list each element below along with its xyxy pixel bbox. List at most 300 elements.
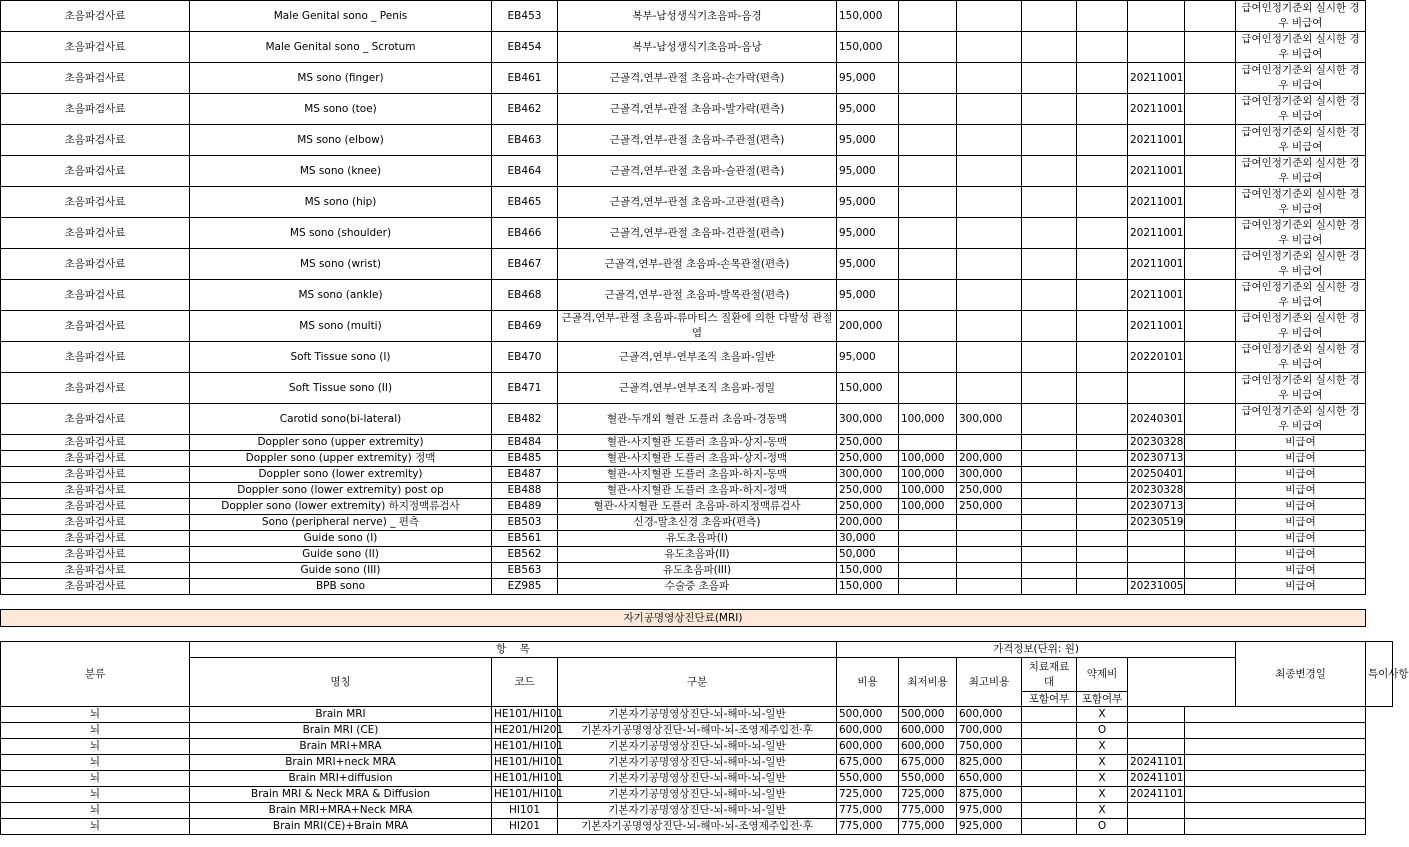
name-cell: Brain MRI+neck MRA xyxy=(190,755,492,771)
price-cell: 200,000 xyxy=(837,515,899,531)
name-cell: MS sono (toe) xyxy=(190,94,492,125)
price-cell: 150,000 xyxy=(837,563,899,579)
max-price-cell xyxy=(957,373,1022,404)
min-price-cell xyxy=(899,342,957,373)
desc-cell: 근골격,연부-관절 초음파-손가락(편측) xyxy=(558,63,837,94)
desc-cell: 근골격,연부-관절 초음파-발목관절(편측) xyxy=(558,280,837,311)
ultrasound-short-rows xyxy=(1,404,1393,595)
category-cell: 초음파검사료 xyxy=(1,125,190,156)
header-drug: 약제비 xyxy=(1077,658,1128,692)
desc-cell: 근골격,연부-관절 초음파-손목관절(편측) xyxy=(558,249,837,280)
drug-cell xyxy=(1077,63,1128,94)
table-row xyxy=(1,218,1393,249)
table-row xyxy=(1,483,1393,499)
drug-cell xyxy=(1077,467,1128,483)
material-cell xyxy=(1022,156,1077,187)
blank-cell xyxy=(1185,1,1236,32)
category-cell: 초음파검사료 xyxy=(1,63,190,94)
table-row xyxy=(1,1,1393,32)
code-cell: EB471 xyxy=(492,373,558,404)
price-cell: 95,000 xyxy=(837,280,899,311)
category-cell: 초음파검사료 xyxy=(1,579,190,595)
header-date: 최종변경일 xyxy=(1236,642,1366,707)
blank-cell xyxy=(1185,311,1236,342)
date-cell xyxy=(1128,739,1185,755)
code-cell: EB463 xyxy=(492,125,558,156)
name-cell: Sono (peripheral nerve) _ 편측 xyxy=(190,515,492,531)
category-cell: 초음파검사료 xyxy=(1,483,190,499)
max-price-cell xyxy=(957,342,1022,373)
table-row xyxy=(1,94,1393,125)
name-cell: Doppler sono (upper extremity) 정맥 xyxy=(190,451,492,467)
drug-cell: X xyxy=(1077,755,1128,771)
note-cell xyxy=(1185,819,1366,835)
category-cell: 초음파검사료 xyxy=(1,280,190,311)
drug-cell: X xyxy=(1077,803,1128,819)
price-cell: 250,000 xyxy=(837,451,899,467)
code-cell: EB470 xyxy=(492,342,558,373)
drug-cell xyxy=(1077,547,1128,563)
section-title: 자기공명영상진단료(MRI) xyxy=(1,610,1366,627)
price-cell: 675,000 xyxy=(837,755,899,771)
material-cell xyxy=(1022,187,1077,218)
date-cell xyxy=(1128,723,1185,739)
code-cell: HE101/HI101 xyxy=(492,755,558,771)
max-price-cell xyxy=(957,1,1022,32)
name-cell: Brain MRI+diffusion xyxy=(190,771,492,787)
date-cell: 20231005 xyxy=(1128,579,1185,595)
note-cell: 급여인정기준외 실시한 경우 비급여 xyxy=(1236,63,1366,94)
table-row xyxy=(1,467,1393,483)
note-cell xyxy=(1185,723,1366,739)
date-cell: 20230519 xyxy=(1128,515,1185,531)
drug-cell xyxy=(1077,483,1128,499)
date-cell: 20250401 xyxy=(1128,467,1185,483)
header-item-group: 항 목 xyxy=(190,642,837,658)
name-cell: MS sono (ankle) xyxy=(190,280,492,311)
code-cell: EB467 xyxy=(492,249,558,280)
desc-cell: 유도초음파(I) xyxy=(558,531,837,547)
table-row xyxy=(1,404,1393,435)
min-price-cell xyxy=(899,547,957,563)
category-cell: 초음파검사료 xyxy=(1,499,190,515)
max-price-cell xyxy=(957,156,1022,187)
min-price-cell: 550,000 xyxy=(899,771,957,787)
desc-cell: 근골격,연부-관절 초음파-고관절(편측) xyxy=(558,187,837,218)
date-cell: 20220101 xyxy=(1128,342,1185,373)
code-cell: EB485 xyxy=(492,451,558,467)
price-cell: 600,000 xyxy=(837,723,899,739)
blank-cell xyxy=(1185,249,1236,280)
blank-cell xyxy=(1185,531,1236,547)
code-cell: HI101 xyxy=(492,803,558,819)
date-cell: 20211001 xyxy=(1128,311,1185,342)
category-cell: 초음파검사료 xyxy=(1,373,190,404)
material-cell xyxy=(1022,563,1077,579)
note-cell: 급여인정기준외 실시한 경우 비급여 xyxy=(1236,404,1366,435)
note-cell: 비급여 xyxy=(1236,563,1366,579)
name-cell: MS sono (finger) xyxy=(190,63,492,94)
table-row xyxy=(1,563,1393,579)
date-cell xyxy=(1128,707,1185,723)
price-cell: 300,000 xyxy=(837,467,899,483)
max-price-cell xyxy=(957,94,1022,125)
name-cell: Doppler sono (upper extremity) xyxy=(190,435,492,451)
min-price-cell: 600,000 xyxy=(899,739,957,755)
min-price-cell xyxy=(899,280,957,311)
name-cell: MS sono (multi) xyxy=(190,311,492,342)
material-cell xyxy=(1022,32,1077,63)
material-cell xyxy=(1022,755,1077,771)
date-cell xyxy=(1128,32,1185,63)
drug-cell: X xyxy=(1077,771,1128,787)
date-cell: 20230328 xyxy=(1128,435,1185,451)
min-price-cell: 725,000 xyxy=(899,787,957,803)
max-price-cell: 875,000 xyxy=(957,787,1022,803)
blank-cell xyxy=(1185,218,1236,249)
header-name: 명칭 xyxy=(190,658,492,707)
material-cell xyxy=(1022,515,1077,531)
note-cell xyxy=(1185,755,1366,771)
desc-cell: 유도초음파(II) xyxy=(558,547,837,563)
min-price-cell xyxy=(899,435,957,451)
name-cell: Brain MRI & Neck MRA & Diffusion xyxy=(190,787,492,803)
note-cell: 급여인정기준외 실시한 경우 비급여 xyxy=(1236,373,1366,404)
desc-cell: 기본자기공명영상진단-뇌-해마-뇌-일반 xyxy=(558,739,837,755)
material-cell xyxy=(1022,819,1077,835)
material-cell xyxy=(1022,218,1077,249)
max-price-cell: 300,000 xyxy=(957,404,1022,435)
code-cell: HE201/HI201 xyxy=(492,723,558,739)
price-cell: 150,000 xyxy=(837,373,899,404)
desc-cell: 근골격,연부-관절 초음파-주관절(편측) xyxy=(558,125,837,156)
min-price-cell: 100,000 xyxy=(899,451,957,467)
desc-cell: 기본자기공명영상진단-뇌-해마-뇌-일반 xyxy=(558,787,837,803)
max-price-cell xyxy=(957,125,1022,156)
max-price-cell: 300,000 xyxy=(957,467,1022,483)
code-cell: EB561 xyxy=(492,531,558,547)
price-cell: 250,000 xyxy=(837,499,899,515)
table-row xyxy=(1,819,1393,835)
max-price-cell xyxy=(957,531,1022,547)
table-row xyxy=(1,803,1393,819)
note-cell: 비급여 xyxy=(1236,499,1366,515)
code-cell: EB562 xyxy=(492,547,558,563)
category-cell: 초음파검사료 xyxy=(1,531,190,547)
material-cell xyxy=(1022,311,1077,342)
drug-cell: O xyxy=(1077,723,1128,739)
desc-cell: 혈관-사지혈관 도플러 초음파-상지-정맥 xyxy=(558,451,837,467)
desc-cell: 복부-남성생식기초음파-음낭 xyxy=(558,32,837,63)
price-cell: 600,000 xyxy=(837,739,899,755)
date-cell xyxy=(1128,531,1185,547)
name-cell: Brain MRI(CE)+Brain MRA xyxy=(190,819,492,835)
category-cell: 뇌 xyxy=(1,723,190,739)
name-cell: Brain MRI xyxy=(190,707,492,723)
price-cell: 150,000 xyxy=(837,579,899,595)
drug-cell xyxy=(1077,1,1128,32)
name-cell: Doppler sono (lower extremity) post op xyxy=(190,483,492,499)
table-row xyxy=(1,280,1393,311)
category-cell: 초음파검사료 xyxy=(1,547,190,563)
table-row xyxy=(1,249,1393,280)
max-price-cell xyxy=(957,63,1022,94)
blank-cell xyxy=(1185,187,1236,218)
max-price-cell xyxy=(957,311,1022,342)
drug-cell xyxy=(1077,531,1128,547)
max-price-cell: 600,000 xyxy=(957,707,1022,723)
drug-cell xyxy=(1077,156,1128,187)
max-price-cell xyxy=(957,32,1022,63)
header-material: 치료재료대 xyxy=(1022,658,1077,692)
date-cell: 20241101 xyxy=(1128,787,1185,803)
drug-cell: X xyxy=(1077,739,1128,755)
name-cell: Brain MRI (CE) xyxy=(190,723,492,739)
desc-cell: 근골격,연부-연부조직 초음파-정밀 xyxy=(558,373,837,404)
material-cell xyxy=(1022,404,1077,435)
drug-cell xyxy=(1077,373,1128,404)
date-cell: 20211001 xyxy=(1128,156,1185,187)
code-cell: HE101/HI101 xyxy=(492,707,558,723)
desc-cell: 혈관-두개외 혈관 도플러 초음파-경동맥 xyxy=(558,404,837,435)
note-cell: 급여인정기준외 실시한 경우 비급여 xyxy=(1236,280,1366,311)
desc-cell: 기본자기공명영상진단-뇌-해마-뇌-일반 xyxy=(558,771,837,787)
note-cell: 급여인정기준외 실시한 경우 비급여 xyxy=(1236,311,1366,342)
table-row xyxy=(1,579,1393,595)
blank-cell xyxy=(1185,483,1236,499)
desc-cell: 혈관-사지혈관 도플러 초음파-하지-정맥 xyxy=(558,483,837,499)
max-price-cell xyxy=(957,187,1022,218)
table-row xyxy=(1,156,1393,187)
price-cell: 550,000 xyxy=(837,771,899,787)
code-cell: EB453 xyxy=(492,1,558,32)
note-cell: 급여인정기준외 실시한 경우 비급여 xyxy=(1236,249,1366,280)
header-min: 최저비용 xyxy=(899,658,957,707)
header-price-group: 가격정보(단위: 원) xyxy=(837,642,1236,658)
code-cell: EB461 xyxy=(492,63,558,94)
date-cell: 20211001 xyxy=(1128,280,1185,311)
category-cell: 초음파검사료 xyxy=(1,451,190,467)
min-price-cell xyxy=(899,94,957,125)
desc-cell: 근골격,연부-연부조직 초음파-일반 xyxy=(558,342,837,373)
min-price-cell xyxy=(899,579,957,595)
note-cell: 급여인정기준외 실시한 경우 비급여 xyxy=(1236,32,1366,63)
min-price-cell xyxy=(899,249,957,280)
max-price-cell xyxy=(957,249,1022,280)
blank-cell xyxy=(1185,32,1236,63)
table-row xyxy=(1,547,1393,563)
note-cell: 비급여 xyxy=(1236,435,1366,451)
drug-cell xyxy=(1077,563,1128,579)
max-price-cell: 200,000 xyxy=(957,451,1022,467)
note-cell: 급여인정기준외 실시한 경우 비급여 xyxy=(1236,156,1366,187)
material-cell xyxy=(1022,723,1077,739)
code-cell: EB563 xyxy=(492,563,558,579)
code-cell: HE101/HI101 xyxy=(492,787,558,803)
table-row xyxy=(1,187,1393,218)
category-cell: 뇌 xyxy=(1,707,190,723)
material-cell xyxy=(1022,707,1077,723)
category-cell: 초음파검사료 xyxy=(1,249,190,280)
date-cell: 20241101 xyxy=(1128,771,1185,787)
header-code: 코드 xyxy=(492,658,558,707)
material-cell xyxy=(1022,1,1077,32)
category-cell: 초음파검사료 xyxy=(1,156,190,187)
drug-cell xyxy=(1077,249,1128,280)
note-cell: 급여인정기준외 실시한 경우 비급여 xyxy=(1236,342,1366,373)
price-cell: 95,000 xyxy=(837,125,899,156)
drug-cell xyxy=(1077,187,1128,218)
code-cell: EB465 xyxy=(492,187,558,218)
material-cell xyxy=(1022,771,1077,787)
price-cell: 95,000 xyxy=(837,342,899,373)
max-price-cell: 925,000 xyxy=(957,819,1022,835)
note-cell: 비급여 xyxy=(1236,579,1366,595)
drug-cell xyxy=(1077,311,1128,342)
mri-rows xyxy=(1,707,1393,835)
drug-cell xyxy=(1077,451,1128,467)
blank-cell xyxy=(1185,404,1236,435)
material-cell xyxy=(1022,579,1077,595)
min-price-cell: 775,000 xyxy=(899,803,957,819)
material-cell xyxy=(1022,63,1077,94)
name-cell: BPB sono xyxy=(190,579,492,595)
table-row xyxy=(1,723,1393,739)
note-cell: 비급여 xyxy=(1236,531,1366,547)
header-max: 최고비용 xyxy=(957,658,1022,707)
note-cell: 비급여 xyxy=(1236,515,1366,531)
material-cell xyxy=(1022,280,1077,311)
drug-cell xyxy=(1077,125,1128,156)
material-cell xyxy=(1022,803,1077,819)
category-cell: 초음파검사료 xyxy=(1,515,190,531)
table-row xyxy=(1,515,1393,531)
desc-cell: 기본자기공명영상진단-뇌-해마-뇌-일반 xyxy=(558,707,837,723)
note-cell xyxy=(1185,787,1366,803)
date-cell: 20211001 xyxy=(1128,63,1185,94)
material-cell xyxy=(1022,499,1077,515)
category-cell: 뇌 xyxy=(1,819,190,835)
table-row xyxy=(1,707,1393,723)
material-cell xyxy=(1022,435,1077,451)
date-cell xyxy=(1128,563,1185,579)
note-cell: 급여인정기준외 실시한 경우 비급여 xyxy=(1236,1,1366,32)
code-cell: EZ985 xyxy=(492,579,558,595)
header-material-sub: 포함여부 xyxy=(1022,692,1077,707)
desc-cell: 기본자기공명영상진단-뇌-해마-뇌-조영제주입전·후 xyxy=(558,819,837,835)
max-price-cell: 650,000 xyxy=(957,771,1022,787)
drug-cell xyxy=(1077,32,1128,63)
category-cell: 초음파검사료 xyxy=(1,467,190,483)
date-cell xyxy=(1128,373,1185,404)
category-cell: 초음파검사료 xyxy=(1,404,190,435)
blank-cell xyxy=(1185,342,1236,373)
desc-cell: 기본자기공명영상진단-뇌-해마-뇌-일반 xyxy=(558,803,837,819)
name-cell: Guide sono (III) xyxy=(190,563,492,579)
max-price-cell xyxy=(957,280,1022,311)
blank-cell xyxy=(1185,563,1236,579)
price-cell: 30,000 xyxy=(837,531,899,547)
min-price-cell xyxy=(899,63,957,94)
price-cell: 95,000 xyxy=(837,218,899,249)
price-cell: 725,000 xyxy=(837,787,899,803)
min-price-cell xyxy=(899,125,957,156)
min-price-cell xyxy=(899,156,957,187)
table-row xyxy=(1,125,1393,156)
category-cell: 뇌 xyxy=(1,771,190,787)
material-cell xyxy=(1022,94,1077,125)
name-cell: Doppler sono (lower extremity) xyxy=(190,467,492,483)
drug-cell xyxy=(1077,499,1128,515)
date-cell: 20230713 xyxy=(1128,499,1185,515)
max-price-cell xyxy=(957,547,1022,563)
note-cell: 비급여 xyxy=(1236,451,1366,467)
code-cell: EB488 xyxy=(492,483,558,499)
blank-cell xyxy=(1185,579,1236,595)
note-cell: 급여인정기준외 실시한 경우 비급여 xyxy=(1236,125,1366,156)
drug-cell xyxy=(1077,280,1128,311)
min-price-cell: 100,000 xyxy=(899,483,957,499)
table-row xyxy=(1,739,1393,755)
name-cell: Soft Tissue sono (II) xyxy=(190,373,492,404)
max-price-cell: 825,000 xyxy=(957,755,1022,771)
price-cell: 775,000 xyxy=(837,819,899,835)
category-cell: 초음파검사료 xyxy=(1,435,190,451)
min-price-cell xyxy=(899,218,957,249)
date-cell: 20230328 xyxy=(1128,483,1185,499)
price-cell: 150,000 xyxy=(837,32,899,63)
material-cell xyxy=(1022,547,1077,563)
blank-cell xyxy=(1185,94,1236,125)
table-row xyxy=(1,451,1393,467)
desc-cell: 근골격,연부-관절 초음파-류마티스 질환에 의한 다발성 관절염 xyxy=(558,311,837,342)
desc-cell: 유도초음파(III) xyxy=(558,563,837,579)
code-cell: EB489 xyxy=(492,499,558,515)
category-cell: 초음파검사료 xyxy=(1,32,190,63)
date-cell: 20211001 xyxy=(1128,249,1185,280)
table-row xyxy=(1,499,1393,515)
code-cell: EB466 xyxy=(492,218,558,249)
min-price-cell: 600,000 xyxy=(899,723,957,739)
code-cell: EB484 xyxy=(492,435,558,451)
category-cell: 뇌 xyxy=(1,739,190,755)
desc-cell: 근골격,연부-관절 초음파-견관절(편측) xyxy=(558,218,837,249)
date-cell: 20211001 xyxy=(1128,125,1185,156)
name-cell: Brain MRI+MRA+Neck MRA xyxy=(190,803,492,819)
min-price-cell xyxy=(899,311,957,342)
category-cell: 초음파검사료 xyxy=(1,218,190,249)
table-row xyxy=(1,755,1393,771)
blank-cell xyxy=(1185,547,1236,563)
max-price-cell xyxy=(957,218,1022,249)
code-cell: HE101/HI101 xyxy=(492,739,558,755)
code-cell: HI201 xyxy=(492,819,558,835)
note-cell: 급여인정기준외 실시한 경우 비급여 xyxy=(1236,187,1366,218)
desc-cell: 근골격,연부-관절 초음파-슬관절(편측) xyxy=(558,156,837,187)
drug-cell: X xyxy=(1077,787,1128,803)
min-price-cell: 100,000 xyxy=(899,404,957,435)
name-cell: Guide sono (I) xyxy=(190,531,492,547)
name-cell: MS sono (knee) xyxy=(190,156,492,187)
header-category: 분류 xyxy=(1,642,190,707)
date-cell: 20211001 xyxy=(1128,94,1185,125)
max-price-cell xyxy=(957,563,1022,579)
max-price-cell xyxy=(957,579,1022,595)
category-cell: 뇌 xyxy=(1,803,190,819)
header-desc: 구분 xyxy=(558,658,837,707)
min-price-cell: 775,000 xyxy=(899,819,957,835)
min-price-cell xyxy=(899,373,957,404)
